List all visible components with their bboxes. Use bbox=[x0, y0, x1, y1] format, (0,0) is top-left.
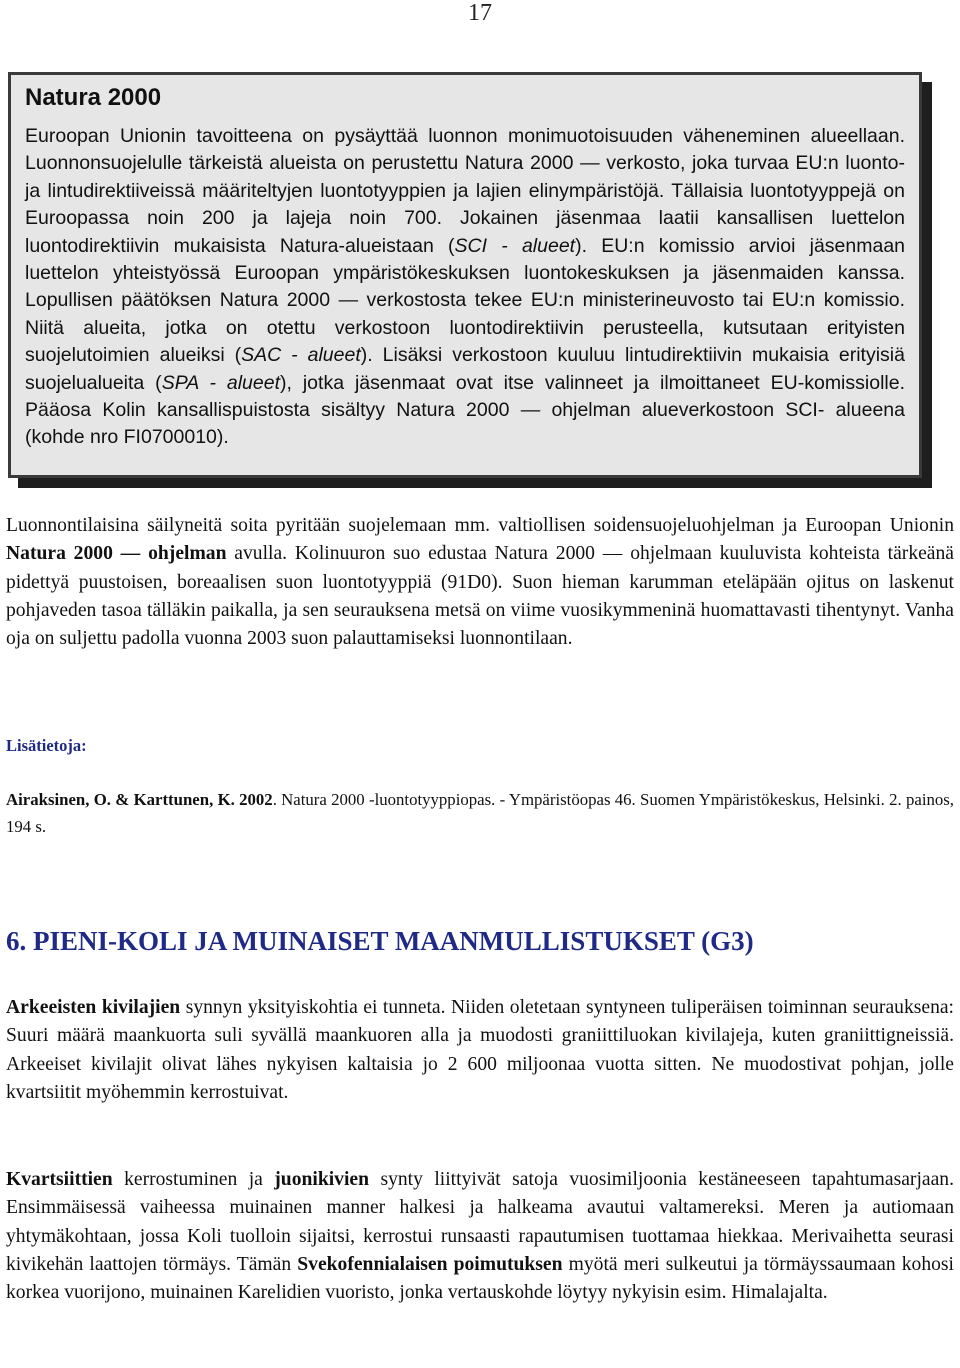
reference-authors: Airaksinen, O. & Karttunen, K. 2002 bbox=[6, 790, 273, 809]
more-info-label: Lisätietoja: bbox=[6, 736, 87, 755]
em-dash: — bbox=[580, 152, 600, 175]
paragraph-arkeeiset bbox=[6, 994, 954, 1107]
em-dash: — bbox=[520, 399, 541, 422]
reference-text: . Natura 2000 -luontotyyppiopas. - Ympäristöopas 46. Suomen Ympäristökeskus, Helsinki. 2. painos, 194 s. bbox=[6, 790, 954, 836]
natura-2000-info-box bbox=[8, 72, 922, 478]
bold-term: juonikivien bbox=[274, 1169, 370, 1190]
box-body bbox=[25, 123, 905, 452]
section-heading: 6. PIENI-KOLI JA MUINAISET MAANMULLISTUKSET (G3) bbox=[6, 926, 754, 956]
paragraph-kvartsiitit bbox=[6, 1166, 954, 1307]
text: Luonnontilaisina säilyneitä soita pyritään suojelemaan mm. valtiollisen soidensuojeluohjelman ja Euroopan Unionin bbox=[6, 515, 954, 536]
text: avulla. Kolinuuron suo edustaa Natura 2000 bbox=[226, 543, 603, 565]
box-text-4: verkostosta tekee EU:n ministerineuvosto tai EU:n komissio. Niitä alueita, jotka on otettu verkostoon luontodirektiivin perusteella, kutsutaan erityisten suojelutoimien alueiksi ( bbox=[25, 289, 905, 367]
text: ohjelmaan kuuluvista kohteista tärkeänä pidettyä puustoisen, boreaalisen suon luontotyyppiä (91D0). Suon hieman karumman eteläpään ojitus on laskenut pohjaveden tasoa tälläkin paikalla, ja sen seurauksena metsä on viime vuosikymmeninä huomattavasti tihentynyt. Vanha oja on suljettu padolla vuonna 2003 suon palauttamiseksi luonnontilaan. bbox=[6, 543, 954, 650]
sci-term: SCI - alueet bbox=[454, 234, 576, 257]
reference bbox=[6, 786, 954, 840]
box-text-5: ). Lisäksi verkostoon kuuluu lintudirektiivin mukaisia erityisiä suojelualueita ( bbox=[25, 344, 905, 394]
bold-term: Svekofennialaisen poimutuksen bbox=[297, 1253, 563, 1275]
box-text-3: ). EU:n komissio arvioi jäsenmaan luettelon yhteistyössä Euroopan ympäristökeskuksen luontokeskuksen ja jäsenmaiden kanssa. Lopullisen päätöksen Natura 2000 bbox=[25, 234, 906, 312]
box-text-7: ohjelman alueverkostoon SCI- alueena (kohde nro FI0700010). bbox=[25, 399, 905, 449]
box-text-6: ), jotka jäsenmaat ovat itse valinneet ja ilmoittaneet EU-komissiolle. Pääosa Kolin kansallispuistosta sisältyy Natura 2000 bbox=[25, 371, 905, 422]
em-dash: — bbox=[338, 289, 359, 312]
box-title: Natura 2000 bbox=[25, 84, 162, 111]
text: myötä meri sulkeutui ja törmäyssaumaan kohosi korkea vuorijono, muinainen Karelidien vuoristo, jonka vertauskohde löytyy nykyisin esim. Himalajalta. bbox=[6, 1253, 954, 1304]
text: synty liittyivät satoja vuosimiljoonia kestäneeseen tapahtumasarjaan. Ensimmäisessä vaiheessa muinainen manner halkesi ja halkeama avautui valtamereksi. Meren ja autiomaan yhtymäkohtaan, jossa Koli tuolloin sijaitsi, kerrostui runsaasti rapautumisen tuottamaa hiekkaa. Merivaihetta seurasi kivikehän laattojen törmäys. Tämän bbox=[6, 1169, 954, 1275]
sac-term: SAC - alueet bbox=[241, 344, 361, 367]
bold-term: Arkeeisten kivilajien bbox=[6, 997, 181, 1018]
box-text-2: verkosto, joka turvaa EU:n luonto- ja lintudirektiiveissä määriteltyjen luontotyyppien ja lajien elinympäristöjä. Tällaisia luontotyyppejä on Euroopassa noin 200 ja lajeja noin 700. Jokainen jäsenmaa laatii kansallisen luettelon luontodirektiivin mukaisista Natura-alueistaan ( bbox=[25, 152, 905, 257]
em-dash: — bbox=[602, 543, 623, 565]
page-number: 17 bbox=[468, 0, 492, 26]
text: kerrostuminen ja bbox=[112, 1169, 275, 1190]
box-text-1: Euroopan Unionin tavoitteena on pysäyttää luonnon monimuotoisuuden väheneminen alueellaan. Luonnonsuojelulle tärkeistä alueista on perustettu Natura 2000 bbox=[25, 125, 905, 175]
spa-term: SPA - alueet bbox=[161, 371, 281, 394]
bold-term: Kvartsiittien bbox=[6, 1169, 113, 1190]
paragraph-suo bbox=[6, 512, 954, 653]
text: synnyn yksityiskohtia ei tunneta. Niiden oletetaan syntyneen tuliperäisen toiminnan seurauksena: Suuri määrä maankuorta suli syvällä maankuoren alla ja muodosti graniittiluokan kivilajeja, kuten graniittigneissiä. Arkeeiset kivilajit olivat lähes nykyisen kaltaisia jo 2 600 miljoonaa vuotta sitten. Ne muodostivat pohjan, jolle kvartsiitit myöhemmin kerrostuivat. bbox=[6, 997, 955, 1103]
bold-term: Natura 2000 — ohjelman bbox=[6, 543, 227, 565]
